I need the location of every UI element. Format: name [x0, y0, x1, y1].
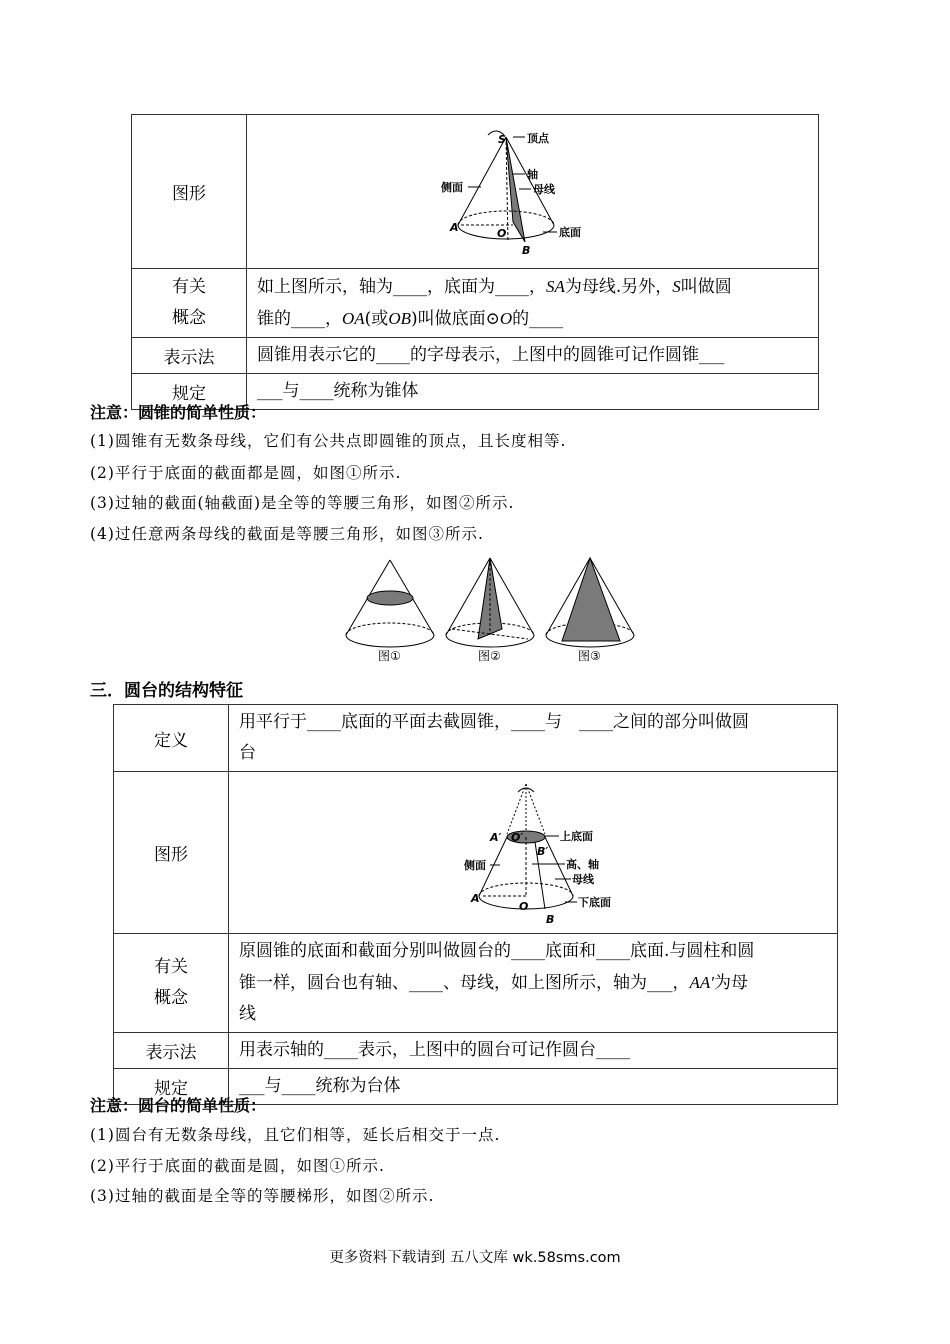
cone-notation-text: 圆锥用表示它的____的字母表示，上图中的圆锥可记作圆锥___	[247, 338, 819, 374]
frustum-height-axis-label: 高、轴	[566, 857, 599, 871]
cone-table	[131, 114, 819, 410]
frustum-diagram	[447, 778, 637, 928]
figure-3-caption: 图③	[578, 649, 601, 663]
cone-axis-label: 轴	[526, 167, 538, 181]
frustum-o-prime-label: O′	[511, 830, 524, 844]
cone-section-figures	[340, 555, 640, 670]
frustum-b-prime-label: B′	[537, 844, 549, 858]
cone-a-label: A	[449, 220, 459, 234]
frustum-rule-label: 规定	[114, 1069, 229, 1105]
figure-2-caption: 图②	[478, 649, 501, 663]
frustum-definition-label: 定义	[114, 705, 229, 772]
cone-note-1: (1)圆锥有无数条母线，它们有公共点即圆锥的顶点，且长度相等.	[90, 432, 567, 450]
frustum-b-label: B	[546, 912, 555, 926]
cone-base-label: 底面	[558, 225, 581, 239]
frustum-concept-label: 有关 概念	[114, 934, 229, 1033]
cone-b-label: B	[521, 243, 530, 257]
page-footer: 更多资料下载请到 五八文库 wk.58sms.com	[329, 1250, 621, 1266]
cone-o-label: O	[496, 226, 506, 240]
figure-2	[446, 558, 534, 663]
frustum-notes-title: 注意：圆台的简单性质：	[90, 1096, 267, 1115]
cone-generatrix-label: 母线	[532, 182, 555, 196]
frustum-o-label: O	[519, 899, 529, 913]
cone-note-4: (4)过任意两条母线的截面是等腰三角形，如图③所示.	[90, 525, 484, 543]
frustum-a-prime-label: A′	[490, 830, 502, 844]
figure-1-caption: 图①	[378, 649, 401, 663]
figure-1	[346, 560, 434, 663]
cone-note-2: (2)平行于底面的截面都是圆，如图①所示.	[90, 464, 402, 482]
frustum-concept-text: 原圆锥的底面和截面分别叫做圆台的____底面和____底面.与圆柱和圆 锥一样，圆台也有轴、____、母线，如上图所示，轴为___，AA′为母 线	[229, 934, 838, 1033]
frustum-top-base-label: 上底面	[560, 829, 593, 843]
cone-figure-cell	[247, 115, 819, 269]
cone-notes-title: 注意：圆锥的简单性质：	[90, 403, 267, 422]
frustum-section-title: 三．圆台的结构特征	[90, 681, 243, 701]
frustum-definition-text: 用平行于____底面的平面去截圆锥，____与 ____之间的部分叫做圆 台	[229, 705, 838, 772]
frustum-a-label: A	[471, 891, 480, 905]
frustum-bottom-base-label: 下底面	[578, 895, 611, 909]
frustum-figure-label: 图形	[114, 772, 229, 934]
cone-rule-label: 规定	[132, 374, 247, 410]
cone-vertex-label: 顶点	[526, 131, 549, 145]
frustum-generatrix-label: 母线	[572, 872, 594, 886]
cone-rule-text: ___与____统称为锥体	[247, 374, 819, 410]
frustum-table	[113, 704, 838, 1105]
cone-diagram	[433, 117, 633, 267]
frustum-note-3: (3)过轴的截面是全等的等腰梯形，如图②所示.	[90, 1187, 435, 1205]
cone-figure-label: 图形	[132, 115, 247, 269]
cone-concept-label: 有关 概念	[132, 269, 247, 338]
cone-notation-label: 表示法	[132, 338, 247, 374]
frustum-notation-label: 表示法	[114, 1033, 229, 1069]
frustum-note-1: (1)圆台有无数条母线，且它们相等，延长后相交于一点.	[90, 1126, 501, 1144]
cone-side-label: 侧面	[440, 180, 463, 194]
cone-note-3: (3)过轴的截面(轴截面)是全等的等腰三角形，如图②所示.	[90, 494, 515, 512]
frustum-note-2: (2)平行于底面的截面是圆，如图①所示.	[90, 1157, 385, 1175]
cone-concept-text: 如上图所示，轴为____，底面为____，SA为母线.另外，S叫做圆 锥的____，OA(或OB)叫做底面⊙O的____	[247, 269, 819, 338]
frustum-figure-cell	[229, 772, 838, 934]
figure-3	[546, 558, 634, 663]
frustum-rule-text: ___与____统称为台体	[229, 1069, 838, 1105]
cone-s-label: S	[497, 132, 506, 146]
frustum-notation-text: 用表示轴的____表示，上图中的圆台可记作圆台____	[229, 1033, 838, 1069]
frustum-side-label: 侧面	[464, 858, 486, 872]
